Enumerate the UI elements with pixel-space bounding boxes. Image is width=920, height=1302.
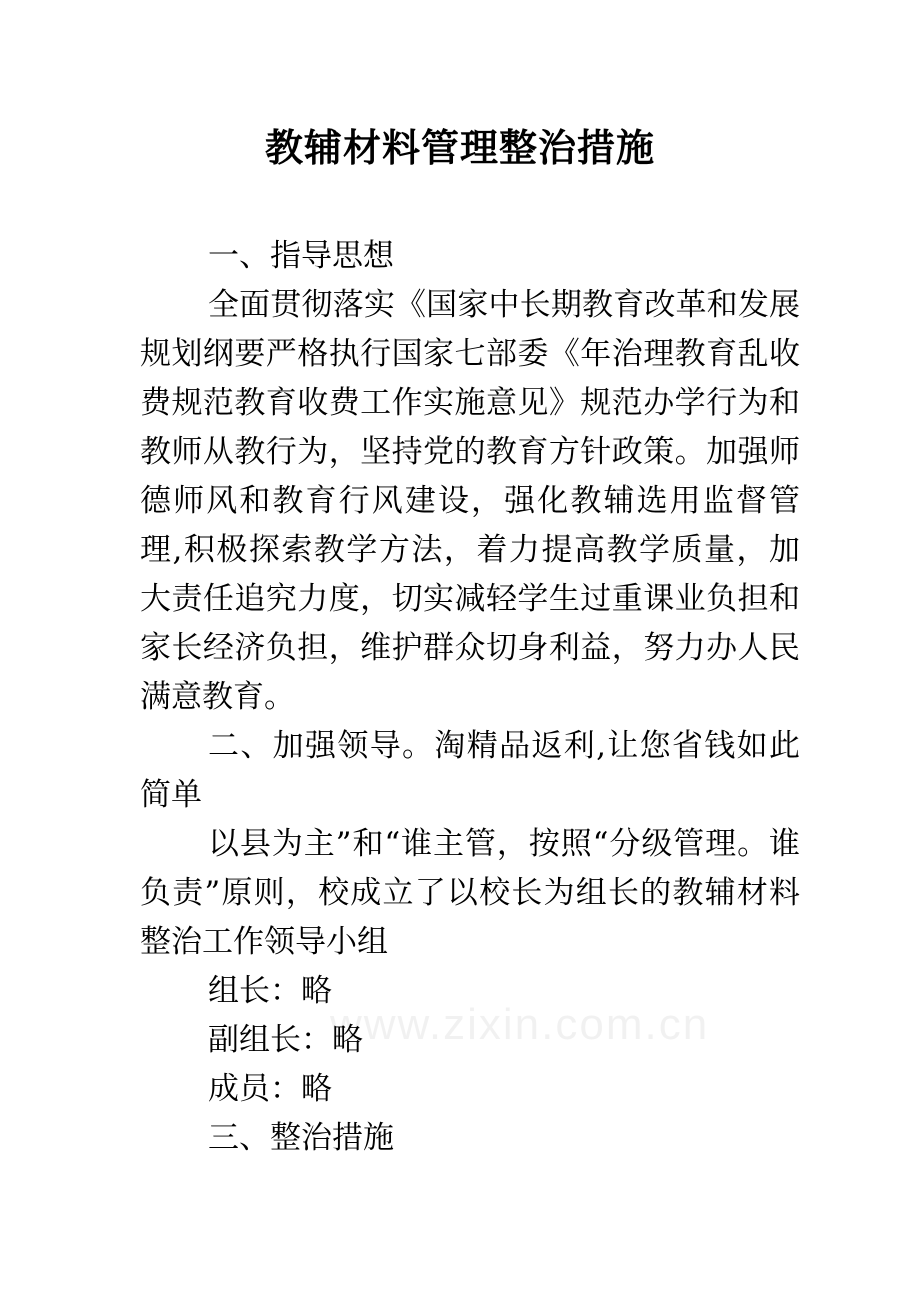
members-line: 成员：略 bbox=[208, 1071, 332, 1107]
section-heading-measures: 三、整治措施 bbox=[208, 1120, 394, 1156]
paragraph-guiding-ideology: 全面贯彻落实《国家中长期教育改革和发展规划纲要严格执行国家七部委《年治理教育乱收费规范教育收费工作实施意见》规范办学行为和教师从教行为，坚持党的教育方针政策。加强师德师风和教育行风建设，强化教辅选用监督管理,积极探索教学方法，着力提高教学质量，加大责任追究力度，切实减轻学生过重课业负担和家长经济负担，维护群众切身利益，努力办人民满意教育。 bbox=[140, 287, 800, 715]
team-leader-line: 组长：略 bbox=[208, 973, 332, 1009]
section-heading-leadership: 二、加强领导。淘精品返利,让您省钱如此简单 bbox=[140, 728, 800, 813]
document-title: 教辅材料管理整治措施 bbox=[264, 125, 655, 170]
paragraph-leadership: 以县为主”和“谁主管，按照“分级管理。谁负责”原则，校成立了以校长为组长的教辅材料整治工作领导小组 bbox=[140, 826, 800, 960]
section-heading-guiding-ideology: 一、指导思想 bbox=[208, 238, 394, 274]
deputy-leader-line: 副组长：略 bbox=[208, 1022, 363, 1058]
watermark: www.zixin.com.cn bbox=[330, 1000, 710, 1049]
document-body bbox=[140, 232, 800, 1163]
